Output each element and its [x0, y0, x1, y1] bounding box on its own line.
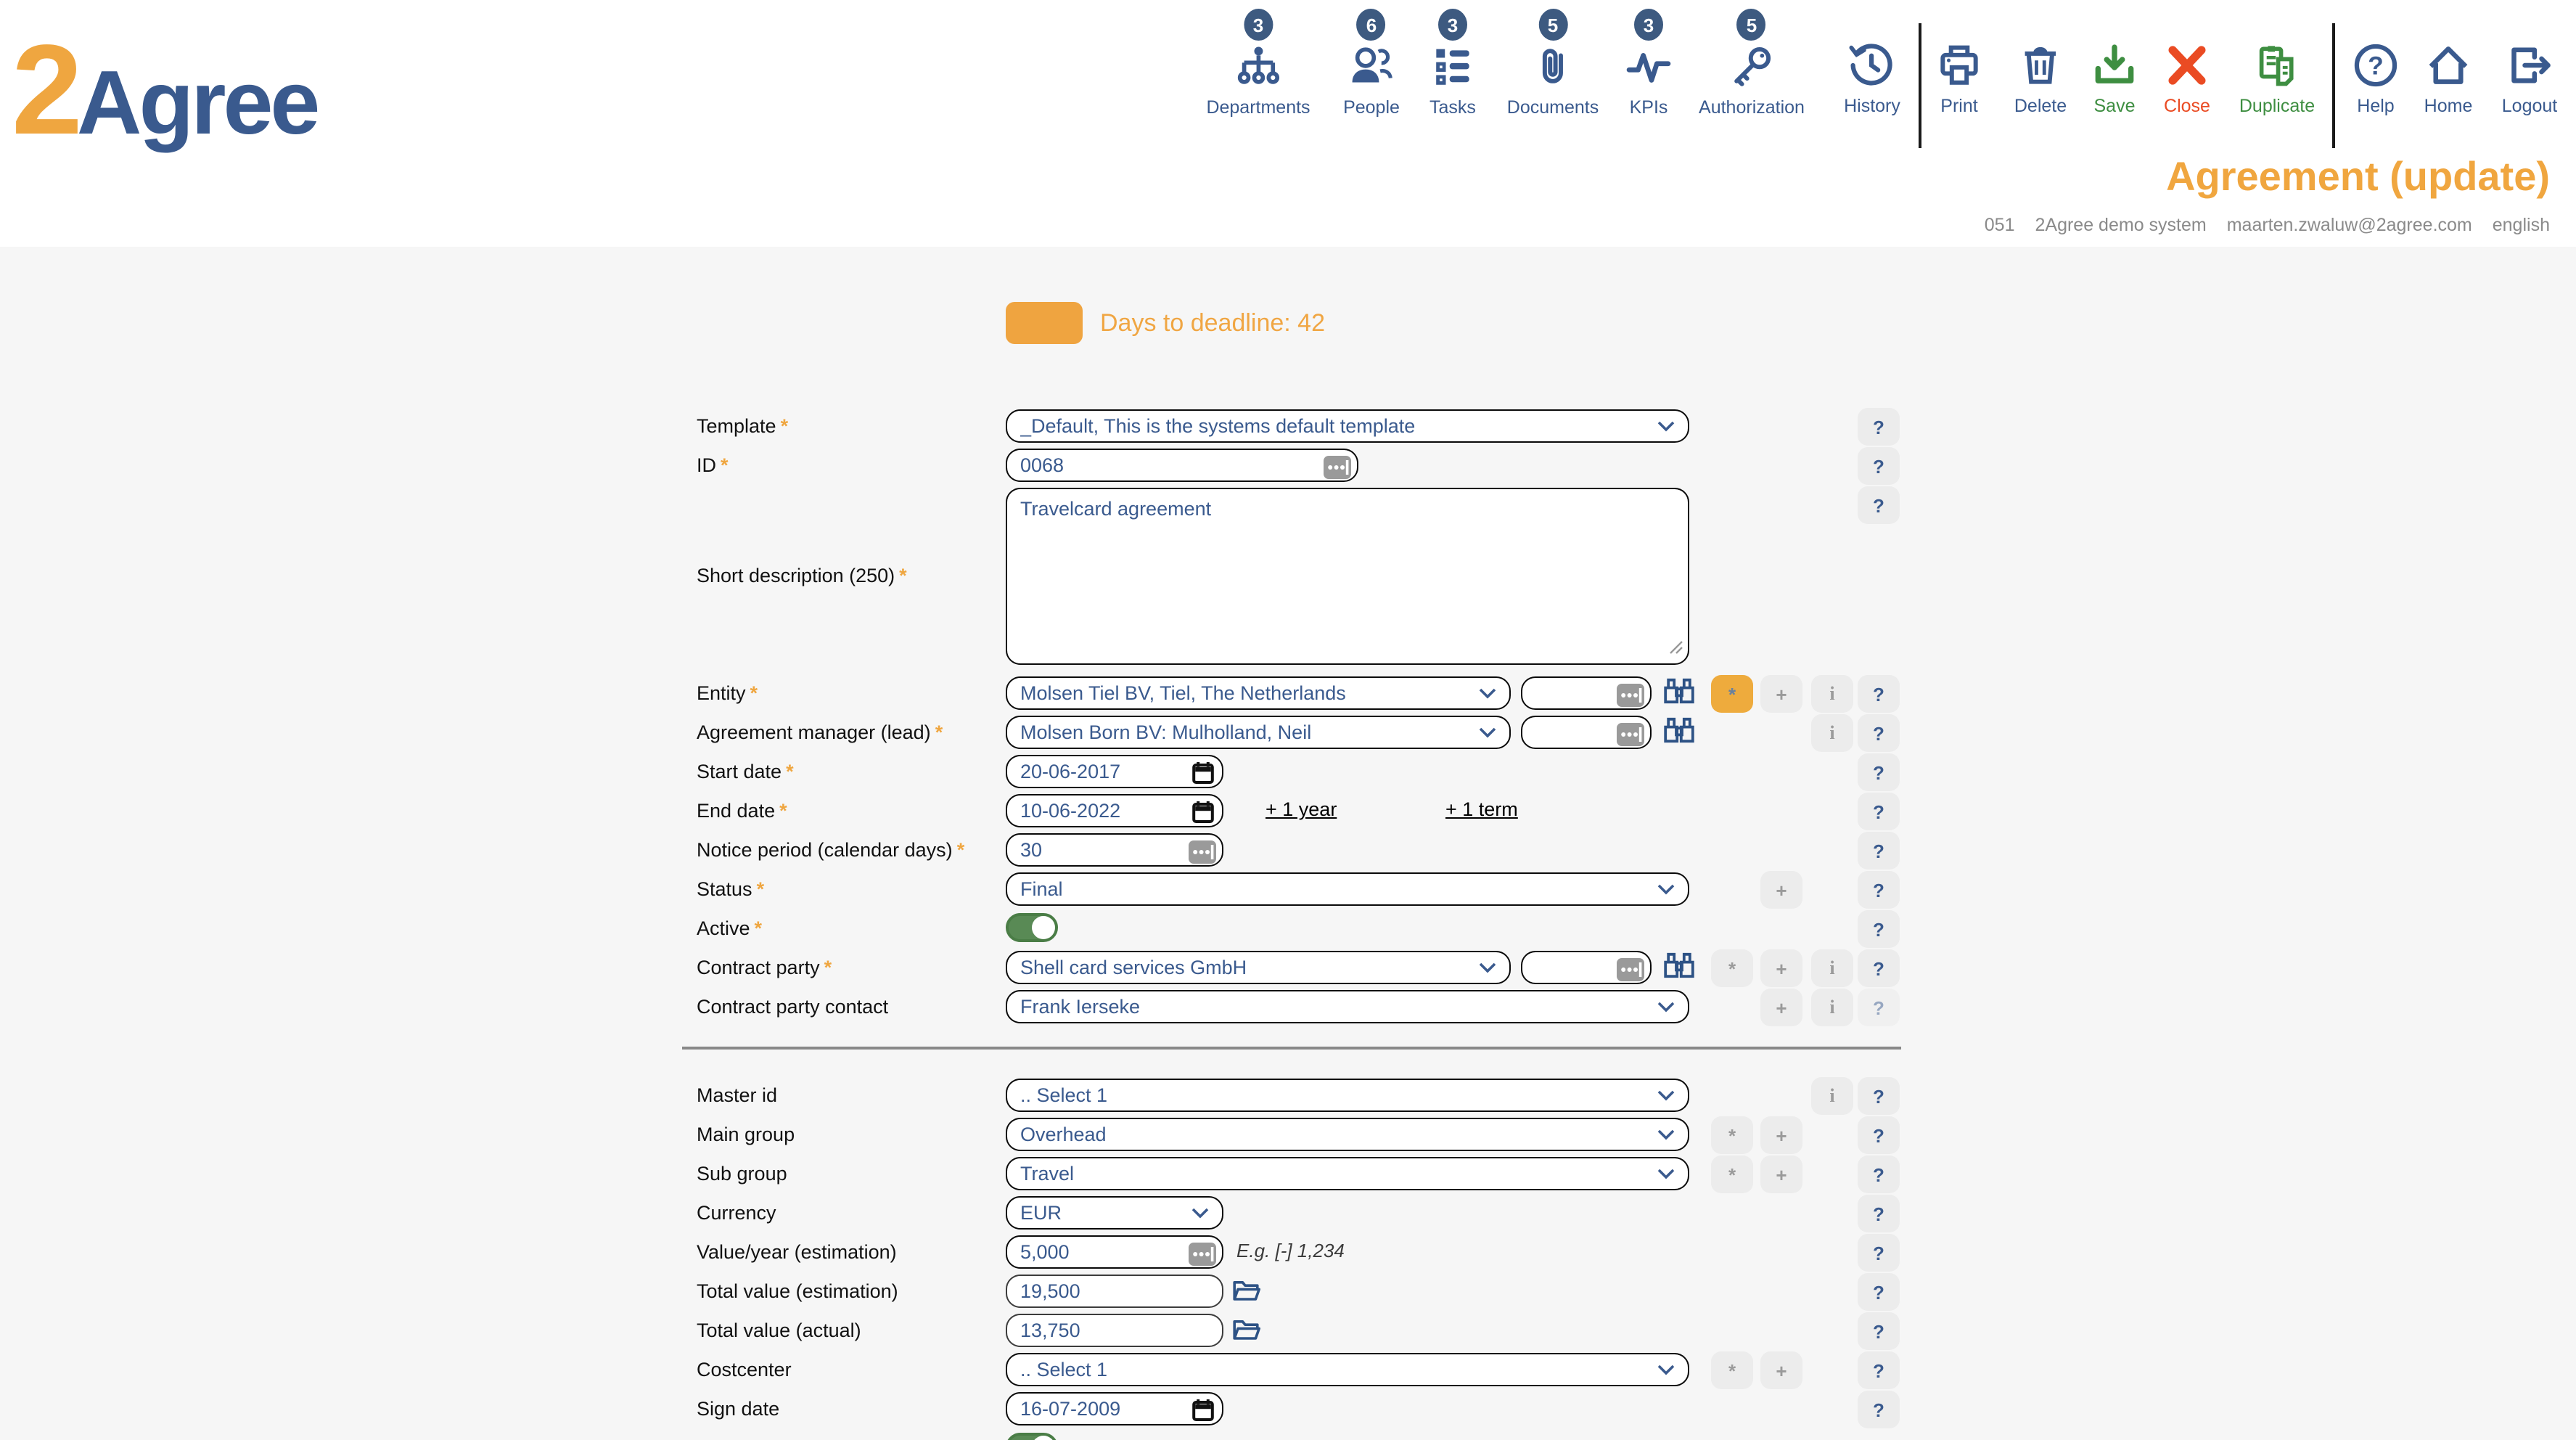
info-button[interactable]: i	[1811, 1077, 1853, 1115]
toolbar-action-label: Logout	[2501, 96, 2558, 116]
select-status[interactable]: Final	[1006, 872, 1689, 906]
field-label-sub-group: Sub group	[697, 1163, 787, 1185]
date-input-end-date[interactable]: 10-06-2022	[1006, 794, 1223, 827]
help-button[interactable]: ?	[1858, 675, 1900, 713]
toolbar-action-label: Home	[2424, 96, 2473, 116]
select-currency[interactable]: EUR	[1006, 1196, 1223, 1230]
binoculars-search-icon[interactable]	[1662, 716, 1697, 749]
toolbar-module-label: Departments	[1206, 97, 1310, 118]
form-row-master-id	[697, 1079, 1916, 1112]
textarea-short-description-250[interactable]: Travelcard agreement	[1006, 488, 1689, 665]
form-row-currency	[697, 1196, 1916, 1230]
documents-count-badge: 5	[1538, 9, 1567, 41]
plus-button[interactable]: +	[1760, 1351, 1802, 1389]
deadline-indicator	[1006, 302, 1083, 344]
toolbar-action-label: Print	[1940, 96, 1978, 116]
toggle-active[interactable]	[1006, 913, 1058, 942]
calendar-icon[interactable]	[1191, 800, 1215, 829]
toolbar-action-label: Delete	[2014, 96, 2067, 116]
chevron-down-icon	[1657, 878, 1675, 900]
help-button[interactable]: ?	[1858, 1234, 1900, 1272]
toolbar-separator	[2332, 23, 2335, 148]
aux-input-contract-party[interactable]	[1521, 951, 1652, 984]
calendar-icon[interactable]	[1191, 761, 1215, 790]
toolbar-module-tasks[interactable]	[1428, 9, 1477, 118]
field-label-status: Status *	[697, 878, 765, 900]
deadline-text: Days to deadline: 42	[1100, 308, 1325, 336]
help-button[interactable]: ?	[1858, 871, 1900, 909]
link-1-year[interactable]: + 1 year	[1266, 798, 1337, 820]
select-agreement-manager-lead[interactable]: Molsen Born BV: Mulholland, Neil	[1006, 716, 1511, 749]
chevron-down-icon	[1479, 682, 1496, 704]
toolbar-separator	[1919, 23, 1921, 148]
kpis-count-badge: 3	[1634, 9, 1663, 41]
field-label-currency: Currency	[697, 1202, 776, 1224]
departments-count-badge: 3	[1244, 9, 1273, 41]
required-asterisk: *	[754, 917, 763, 939]
help-button[interactable]: ?	[1858, 714, 1900, 752]
form-row-template	[697, 409, 1916, 443]
form-row-contract-party-contact	[697, 990, 1916, 1023]
toolbar-module-departments[interactable]	[1206, 9, 1310, 118]
info-button[interactable]: i	[1811, 949, 1853, 987]
star-button[interactable]: *	[1711, 949, 1753, 987]
keyboard-icon[interactable]	[1187, 1240, 1218, 1271]
text-input-notice-period-calendar-days[interactable]: 30	[1006, 833, 1223, 867]
toolbar-action-home[interactable]	[2424, 41, 2473, 116]
authorization-count-badge: 5	[1737, 9, 1766, 41]
chevron-down-icon	[1657, 1163, 1675, 1185]
folder-icon[interactable]	[1232, 1318, 1261, 1350]
session-info-item: english	[2492, 215, 2550, 235]
binoculars-search-icon[interactable]	[1662, 951, 1697, 984]
select-contract-party[interactable]: Shell card services GmbH	[1006, 951, 1511, 984]
folder-icon[interactable]	[1232, 1279, 1261, 1311]
field-label-start-date: Start date *	[697, 761, 794, 782]
key-icon	[1727, 42, 1776, 91]
field-label-template: Template *	[697, 415, 789, 437]
form-row-notice-period-calendar-days	[697, 833, 1916, 867]
field-label-contract-party-contact: Contract party contact	[697, 996, 889, 1018]
field-label-total-value-estimation: Total value (estimation)	[697, 1280, 898, 1302]
toolbar-action-print[interactable]	[1935, 41, 1984, 116]
chevron-down-icon	[1657, 415, 1675, 437]
form-row-entity	[697, 676, 1916, 710]
help-icon	[2351, 41, 2400, 90]
text-input-value-year-estimation[interactable]: 5,000	[1006, 1235, 1223, 1269]
help-button[interactable]: ?	[1858, 408, 1900, 446]
chevron-down-icon	[1479, 721, 1496, 743]
plus-button[interactable]: +	[1760, 1155, 1802, 1193]
chevron-down-icon	[1657, 1124, 1675, 1145]
form-row-id	[697, 449, 1916, 482]
pulse-icon	[1624, 42, 1673, 91]
duplicate-icon	[2252, 41, 2302, 90]
field-label-id: ID *	[697, 454, 729, 476]
trash-icon	[2016, 41, 2065, 90]
required-asterisk: *	[935, 721, 943, 743]
chevron-down-icon	[1479, 957, 1496, 978]
help-button[interactable]: ?	[1858, 793, 1900, 830]
toolbar-action-label: Save	[2093, 96, 2136, 116]
required-asterisk: *	[756, 878, 765, 900]
help-button[interactable]: ?	[1858, 1273, 1900, 1311]
toolbar-module-authorization[interactable]	[1699, 9, 1805, 118]
logo-2: 2	[12, 17, 80, 161]
form-row-agreement-manager-lead	[697, 716, 1916, 749]
help-button[interactable]: ?	[1858, 832, 1900, 870]
toggle-toggle[interactable]	[1006, 1433, 1058, 1440]
home-icon	[2424, 41, 2473, 90]
plus-button[interactable]: +	[1760, 949, 1802, 987]
star-button[interactable]: *	[1711, 675, 1753, 713]
help-button[interactable]: ?	[1858, 949, 1900, 987]
plus-button[interactable]: +	[1760, 675, 1802, 713]
select-contract-party-contact[interactable]: Frank Ierseke	[1006, 990, 1689, 1023]
star-button[interactable]: *	[1711, 1155, 1753, 1193]
help-button[interactable]: ?	[1858, 1351, 1900, 1389]
field-label-agreement-manager-lead: Agreement manager (lead) *	[697, 721, 943, 743]
people-count-badge: 6	[1357, 9, 1386, 41]
toolbar-module-documents[interactable]	[1507, 9, 1599, 118]
toolbar-action-close[interactable]	[2162, 41, 2212, 116]
form-row-costcenter	[697, 1353, 1916, 1386]
form-row-value-year-estimation	[697, 1235, 1916, 1269]
form-row-status	[697, 872, 1916, 906]
info-button[interactable]: i	[1811, 675, 1853, 713]
aux-input-entity[interactable]	[1521, 676, 1652, 710]
required-asterisk: *	[956, 839, 965, 861]
resize-handle[interactable]	[1669, 637, 1683, 659]
help-button[interactable]: ?	[1858, 1391, 1900, 1428]
form-row-total-value-actual	[697, 1314, 1916, 1347]
toggle-knob	[1032, 916, 1055, 939]
toolbar-module-label: Documents	[1506, 97, 1599, 118]
people-icon	[1347, 42, 1396, 91]
form-row-sign-date	[697, 1392, 1916, 1425]
help-button[interactable]: ?	[1858, 1116, 1900, 1154]
star-button[interactable]: *	[1711, 1116, 1753, 1154]
app-logo	[12, 17, 318, 161]
header	[0, 0, 2576, 247]
field-label-main-group: Main group	[697, 1124, 795, 1145]
toolbar-module-label: People	[1343, 97, 1400, 118]
help-button[interactable]: ?	[1858, 753, 1900, 791]
session-info-item: maarten.zwaluw@2agree.com	[2226, 215, 2472, 235]
form-row-toggle	[697, 1431, 1916, 1440]
toolbar-module-kpis[interactable]	[1624, 9, 1673, 118]
form-row-sub-group	[697, 1157, 1916, 1190]
required-asterisk: *	[824, 957, 832, 978]
section-divider	[682, 1047, 1901, 1050]
help-button[interactable]: ?	[1858, 1077, 1900, 1115]
session-info	[1964, 215, 2550, 235]
toolbar-action-duplicate[interactable]	[2239, 41, 2315, 116]
toolbar-module-label: Tasks	[1429, 97, 1476, 118]
keyboard-icon[interactable]	[1187, 838, 1218, 869]
help-button[interactable]: ?	[1858, 447, 1900, 485]
field-label-costcenter: Costcenter	[697, 1359, 792, 1380]
select-template[interactable]: _Default, This is the systems default template	[1006, 409, 1689, 443]
plus-button[interactable]: +	[1760, 871, 1802, 909]
field-label-master-id: Master id	[697, 1084, 778, 1106]
select-sub-group[interactable]: Travel	[1006, 1157, 1689, 1190]
required-asterisk: *	[786, 761, 794, 782]
required-asterisk: *	[779, 800, 787, 822]
help-button[interactable]: ?	[1858, 1195, 1900, 1232]
session-info-item: 051	[1984, 215, 2015, 235]
format-hint: E.g. [-] 1,234	[1236, 1240, 1345, 1261]
date-input-start-date[interactable]: 20-06-2017	[1006, 755, 1223, 788]
keyboard-icon[interactable]	[1322, 454, 1353, 484]
keyboard-icon[interactable]	[1615, 721, 1646, 754]
toolbar-action-history[interactable]	[1844, 41, 1900, 116]
deadline-banner	[1006, 302, 1325, 344]
help-button[interactable]: ?	[1858, 910, 1900, 948]
date-input-sign-date[interactable]: 16-07-2009	[1006, 1392, 1223, 1425]
form-row-main-group	[697, 1118, 1916, 1151]
select-main-group[interactable]: Overhead	[1006, 1118, 1689, 1151]
chevron-down-icon	[1657, 1084, 1675, 1106]
field-label-contract-party: Contract party *	[697, 957, 832, 978]
tasks-icon	[1428, 42, 1477, 91]
close-icon	[2162, 41, 2212, 90]
page-title: Agreement (update)	[2166, 154, 2550, 199]
org-chart-icon	[1234, 42, 1283, 91]
form-row-end-date	[697, 794, 1916, 827]
help-button[interactable]: ?	[1858, 486, 1900, 524]
required-asterisk: *	[780, 415, 789, 437]
field-label-entity: Entity *	[697, 682, 758, 704]
toolbar-action-logout[interactable]	[2502, 41, 2557, 116]
chevron-down-icon	[1191, 1202, 1209, 1224]
toggle-knob	[1032, 1436, 1055, 1440]
chevron-down-icon	[1657, 1359, 1675, 1380]
form-row-contract-party	[697, 951, 1916, 984]
keyboard-icon[interactable]	[1615, 682, 1646, 715]
toolbar-action-help[interactable]	[2351, 41, 2400, 116]
required-asterisk: *	[721, 454, 729, 476]
chevron-down-icon	[1657, 996, 1675, 1018]
toolbar-action-label: History	[1844, 96, 1900, 116]
star-button[interactable]: *	[1711, 1351, 1753, 1389]
select-entity[interactable]: Molsen Tiel BV, Tiel, The Netherlands	[1006, 676, 1511, 710]
toolbar-action-label: Help	[2357, 96, 2395, 116]
toolbar-action-label: Close	[2164, 96, 2210, 116]
logout-icon	[2505, 41, 2554, 90]
tasks-count-badge: 3	[1438, 9, 1467, 41]
select-costcenter[interactable]: .. Select 1	[1006, 1353, 1689, 1386]
aux-input-agreement-manager-lead[interactable]	[1521, 716, 1652, 749]
form-row-total-value-estimation	[697, 1275, 1916, 1308]
form-row-active	[697, 912, 1916, 945]
form-row-short-description-250	[697, 488, 1916, 665]
save-icon	[2090, 41, 2139, 90]
session-info-item: 2Agree demo system	[2035, 215, 2207, 235]
toolbar-action-save[interactable]	[2090, 41, 2139, 116]
toolbar-action-delete[interactable]	[2014, 41, 2067, 116]
toolbar-module-people[interactable]	[1343, 9, 1400, 118]
link-1-term[interactable]: + 1 term	[1445, 798, 1518, 820]
toolbar-module-label: KPIs	[1629, 97, 1668, 118]
help-button[interactable]: ?	[1858, 1312, 1900, 1350]
text-input-total-value-estimation[interactable]: 19,500	[1006, 1275, 1223, 1308]
required-asterisk: *	[899, 565, 907, 586]
info-button[interactable]: i	[1811, 714, 1853, 752]
keyboard-icon[interactable]	[1615, 956, 1646, 989]
history-icon	[1847, 41, 1897, 90]
field-label-sign-date: Sign date	[697, 1398, 780, 1420]
plus-button[interactable]: +	[1760, 1116, 1802, 1154]
logo-agree: Agree	[76, 54, 318, 154]
form-row-start-date	[697, 755, 1916, 788]
select-master-id[interactable]: .. Select 1	[1006, 1079, 1689, 1112]
info-button[interactable]: i	[1811, 989, 1853, 1026]
field-label-value-year-estimation: Value/year (estimation)	[697, 1241, 897, 1263]
print-icon	[1935, 41, 1984, 90]
help-button[interactable]: ?	[1858, 989, 1900, 1026]
field-label-active: Active *	[697, 917, 763, 939]
field-label-short-description-250: Short description (250) *	[697, 565, 907, 586]
plus-button[interactable]: +	[1760, 989, 1802, 1026]
toolbar-module-label: Authorization	[1699, 97, 1805, 118]
paperclip-icon	[1528, 42, 1578, 91]
text-input-total-value-actual[interactable]: 13,750	[1006, 1314, 1223, 1347]
form-area	[0, 247, 2576, 1440]
text-input-id[interactable]: 0068	[1006, 449, 1358, 482]
help-button[interactable]: ?	[1858, 1155, 1900, 1193]
calendar-icon[interactable]	[1191, 1398, 1215, 1427]
field-label-end-date: End date *	[697, 800, 787, 822]
required-asterisk: *	[750, 682, 758, 704]
field-label-total-value-actual: Total value (actual)	[697, 1320, 861, 1341]
svg-text:?: ?	[2368, 51, 2384, 81]
toolbar-action-label: Duplicate	[2239, 96, 2315, 116]
agreement-form	[0, 409, 2576, 1440]
field-label-notice-period-calendar-days: Notice period (calendar days) *	[697, 839, 965, 861]
binoculars-search-icon[interactable]	[1662, 676, 1697, 710]
